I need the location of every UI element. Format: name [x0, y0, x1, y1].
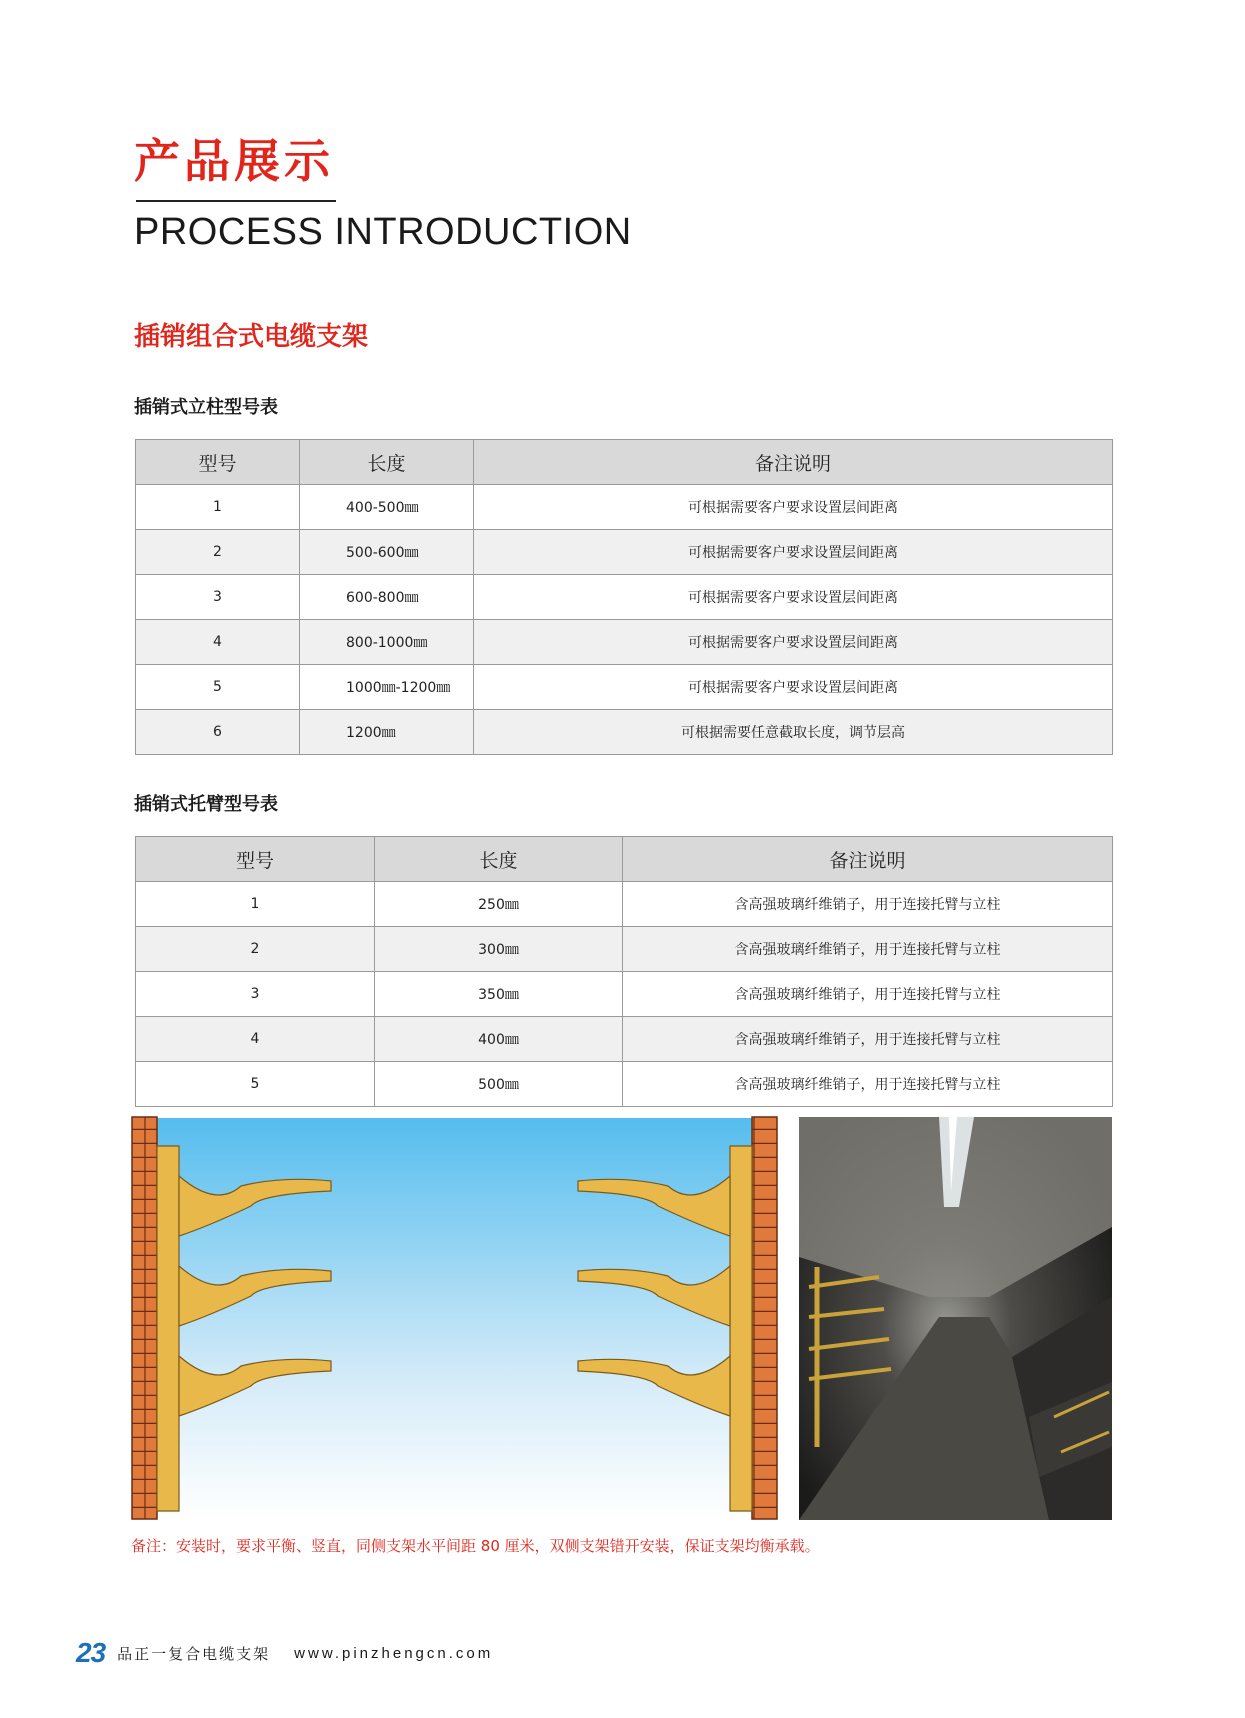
page-subtitle: PROCESS INTRODUCTION [134, 211, 632, 253]
cell-model: 3 [136, 972, 375, 1017]
left-brick-wall [132, 1117, 157, 1519]
table-row [136, 485, 1113, 530]
cell-length: 1000㎜-1200㎜ [300, 665, 474, 710]
cell-notes: 含高强玻璃纤维销子，用于连接托臂与立柱 [623, 1017, 1113, 1062]
installation-note: 备注：安装时，要求平衡、竖直，同侧支架水平间距 80 厘米，双侧支架错开安装，保证支架均衡承载。 [131, 1537, 820, 1555]
cell-model: 2 [136, 927, 375, 972]
cell-length: 300㎜ [375, 927, 623, 972]
left-upright-column [157, 1146, 179, 1511]
cell-notes: 可根据需要客户要求设置层间距离 [474, 530, 1113, 575]
arm-table-caption: 插销式托臂型号表 [134, 794, 278, 815]
table-header-row [136, 440, 1113, 485]
cell-model: 3 [136, 575, 300, 620]
column-header-notes: 备注说明 [623, 837, 1113, 882]
title-underline [136, 200, 336, 202]
table-row [136, 575, 1113, 620]
installation-diagram [131, 1116, 778, 1520]
cell-model: 1 [136, 882, 375, 927]
cell-length: 500㎜ [375, 1062, 623, 1107]
table-row [136, 710, 1113, 755]
page-footer [76, 1638, 493, 1668]
cell-notes: 含高强玻璃纤维销子，用于连接托臂与立柱 [623, 972, 1113, 1017]
cell-notes: 可根据需要客户要求设置层间距离 [474, 620, 1113, 665]
table-row [136, 1017, 1113, 1062]
table-row [136, 530, 1113, 575]
cell-length: 800-1000㎜ [300, 620, 474, 665]
cell-notes: 可根据需要客户要求设置层间距离 [474, 485, 1113, 530]
cell-length: 350㎜ [375, 972, 623, 1017]
cell-notes: 含高强玻璃纤维销子，用于连接托臂与立柱 [623, 882, 1113, 927]
cell-model: 1 [136, 485, 300, 530]
table-row [136, 972, 1113, 1017]
tunnel-background [157, 1118, 753, 1518]
cell-notes: 可根据需要任意截取长度，调节层高 [474, 710, 1113, 755]
footer-website-link[interactable]: www.pinzhengcn.com [294, 1644, 494, 1662]
cell-length: 400㎜ [375, 1017, 623, 1062]
cell-model: 4 [136, 620, 300, 665]
column-header-model: 型号 [136, 440, 300, 485]
table-row [136, 1062, 1113, 1107]
cell-model: 6 [136, 710, 300, 755]
cell-length: 250㎜ [375, 882, 623, 927]
cell-notes: 含高强玻璃纤维销子，用于连接托臂与立柱 [623, 927, 1113, 972]
column-header-length: 长度 [300, 440, 474, 485]
right-brick-wall [752, 1117, 777, 1519]
column-header-model: 型号 [136, 837, 375, 882]
cell-notes: 可根据需要客户要求设置层间距离 [474, 575, 1113, 620]
upright-model-table [135, 439, 1113, 755]
page-title: 产品展示 [134, 134, 334, 188]
cable-tunnel-photo [799, 1117, 1112, 1520]
cell-model: 5 [136, 1062, 375, 1107]
cell-model: 5 [136, 665, 300, 710]
table-row [136, 927, 1113, 972]
table-row [136, 665, 1113, 710]
cell-length: 500-600㎜ [300, 530, 474, 575]
cell-model: 4 [136, 1017, 375, 1062]
upright-table-caption: 插销式立柱型号表 [134, 397, 278, 418]
section-heading: 插销组合式电缆支架 [134, 322, 369, 352]
table-row [136, 882, 1113, 927]
cell-model: 2 [136, 530, 300, 575]
cell-notes: 含高强玻璃纤维销子，用于连接托臂与立柱 [623, 1062, 1113, 1107]
cell-length: 600-800㎜ [300, 575, 474, 620]
cell-length: 400-500㎜ [300, 485, 474, 530]
page-number: 23 [76, 1637, 106, 1668]
column-header-length: 长度 [375, 837, 623, 882]
right-upright-column [730, 1146, 752, 1511]
footer-brand: 品正一复合电缆支架 [117, 1644, 271, 1663]
cell-length: 1200㎜ [300, 710, 474, 755]
cell-notes: 可根据需要客户要求设置层间距离 [474, 665, 1113, 710]
arm-model-table [135, 836, 1113, 1107]
table-row [136, 620, 1113, 665]
table-header-row [136, 837, 1113, 882]
column-header-notes: 备注说明 [474, 440, 1113, 485]
